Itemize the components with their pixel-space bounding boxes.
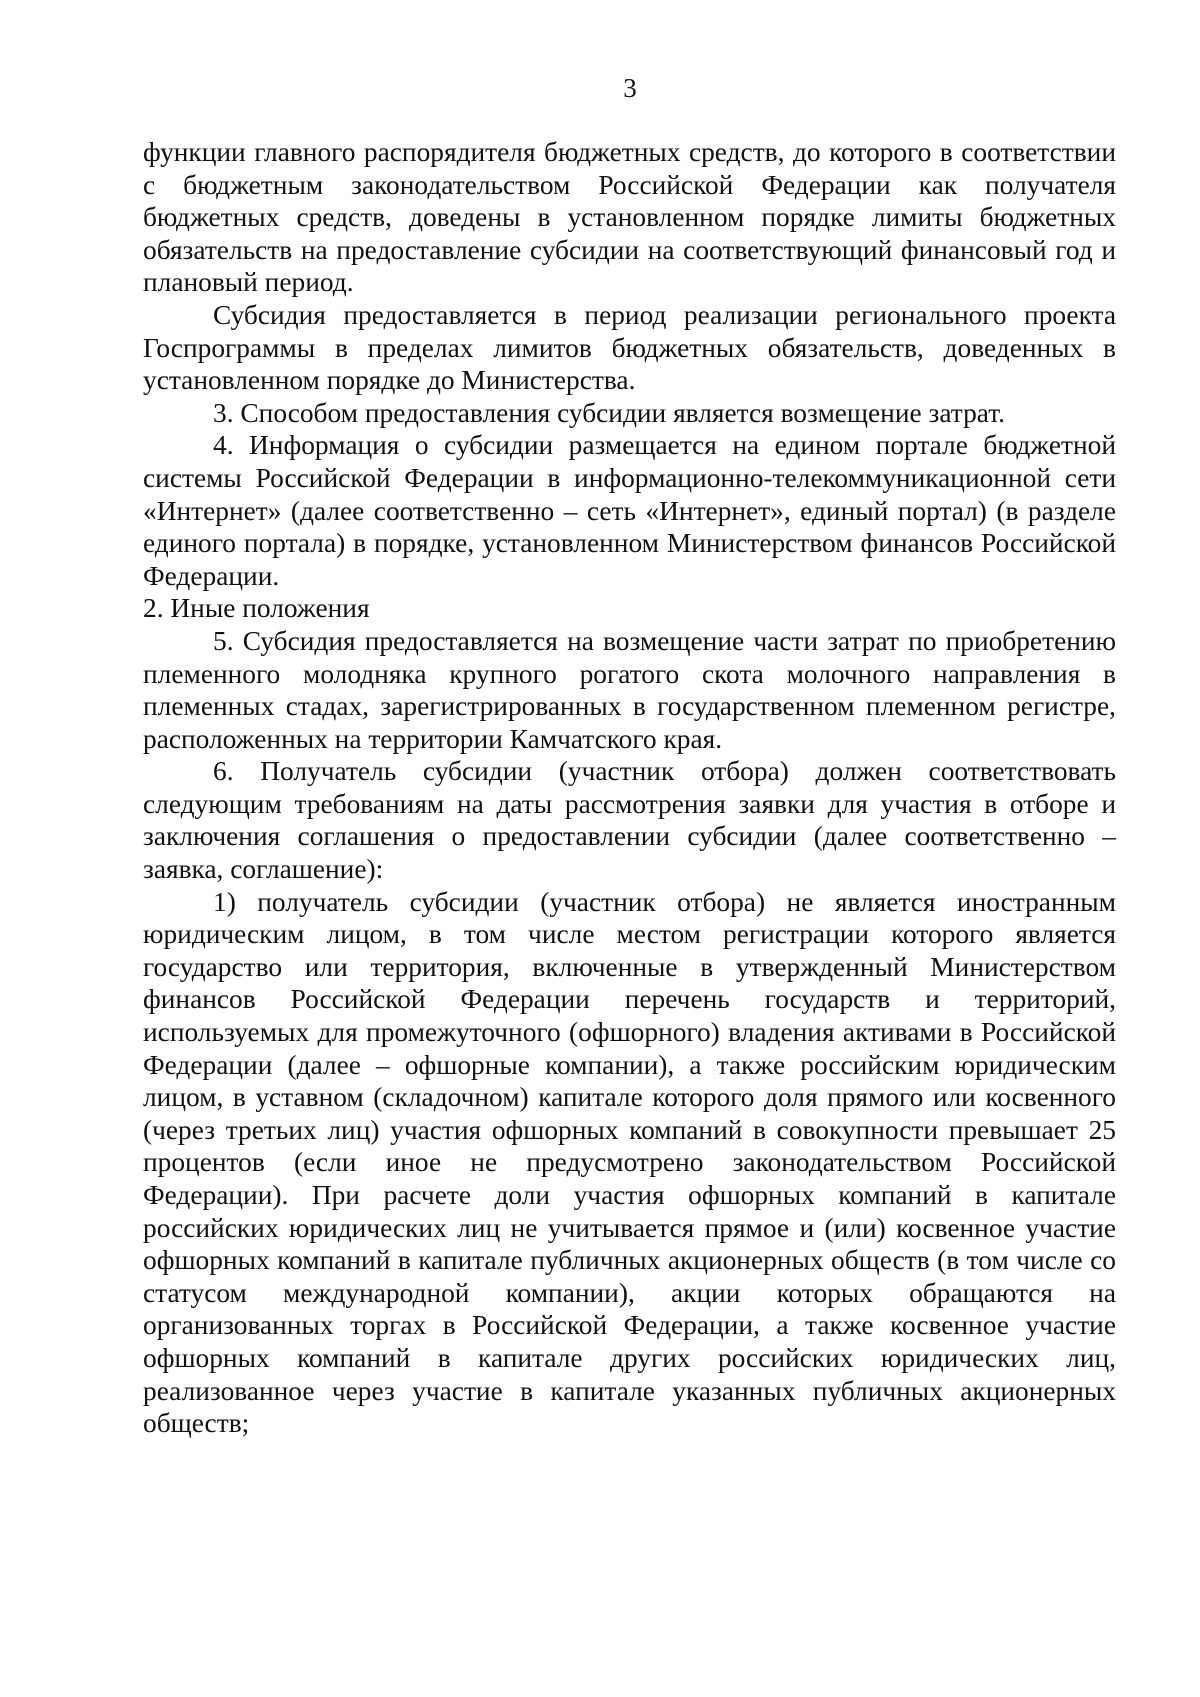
paragraph-item-4: 4. Информация о субсидии размещается на едином портале бюджетной системы Российской Федерации в информационно-телекоммуникационной сети «Интернет» (далее соответственно – сеть «Интернет», единый портал) (в разделе единого портала) в порядке, установленном Министерством финансов Российской Федерации. (143, 430, 1116, 591)
paragraph-item-3: 3. Способом предоставления субсидии является возмещение затрат. (213, 397, 1005, 428)
paragraph-subsidy-period: Субсидия предоставляется в период реализации регионального проекта Госпрограммы в пределах лимитов бюджетных обязательств, доведенных в установленном порядке до Министерства. (143, 299, 1116, 396)
document-body (143, 136, 1116, 1440)
paragraph-item-6: 6. Получатель субсидии (участник отбора) должен соответствовать следующим требованиям на даты рассмотрения заявки для участия в отборе и заключения соглашения о предоставлении субсидии (далее соответственно – заявка, соглашение): (143, 756, 1116, 885)
paragraph-continuation: функции главного распорядителя бюджетных средств, до которого в соответствии с бюджетным законодательством Российской Федерации как получателя бюджетных средств, доведены в установленном порядке лимиты бюджетных обязательств на предоставление субсидии на соответствующий финансовый год и плановый период. (143, 137, 1116, 298)
paragraph-item-5: 5. Субсидия предоставляется на возмещение части затрат по приобретению племенного молодняка крупного рогатого скота молочного направления в племенных стадах, зарегистрированных в государственном племенном регистре, расположенных на территории Камчатского края. (143, 625, 1116, 754)
section-heading: 2. Иные положения (143, 593, 370, 624)
paragraph-subitem-1: 1) получатель субсидии (участник отбора) не является иностранным юридическим лицом, в том числе местом регистрации которого является государство или территория, включенные в утвержденный Министерством финансов Российской Федерации перечень государств и территорий, используемых для промежуточного (офшорного) владения активами в Российской Федерации (далее – офшорные компании), а также российским юридическим лицом, в уставном (складочном) капитале которого доля прямого или косвенного (через третьих лиц) участия офшорных компаний в совокупности превышает 25 процентов (если иное не предусмотрено законодательством Российской Федерации). При расчете доли участия офшорных компаний в капитале российских юридических лиц не учитывается прямое и (или) косвенное участие офшорных компаний в капитале публичных акционерных обществ (в том числе со статусом международной компании), акции которых обращаются на организованных торгах в Российской Федерации, а также косвенное участие офшорных компаний в капитале других российских юридических лиц, реализованное через участие в капитале указанных публичных акционерных обществ; (143, 886, 1116, 1439)
page-number: 3 (623, 73, 637, 103)
